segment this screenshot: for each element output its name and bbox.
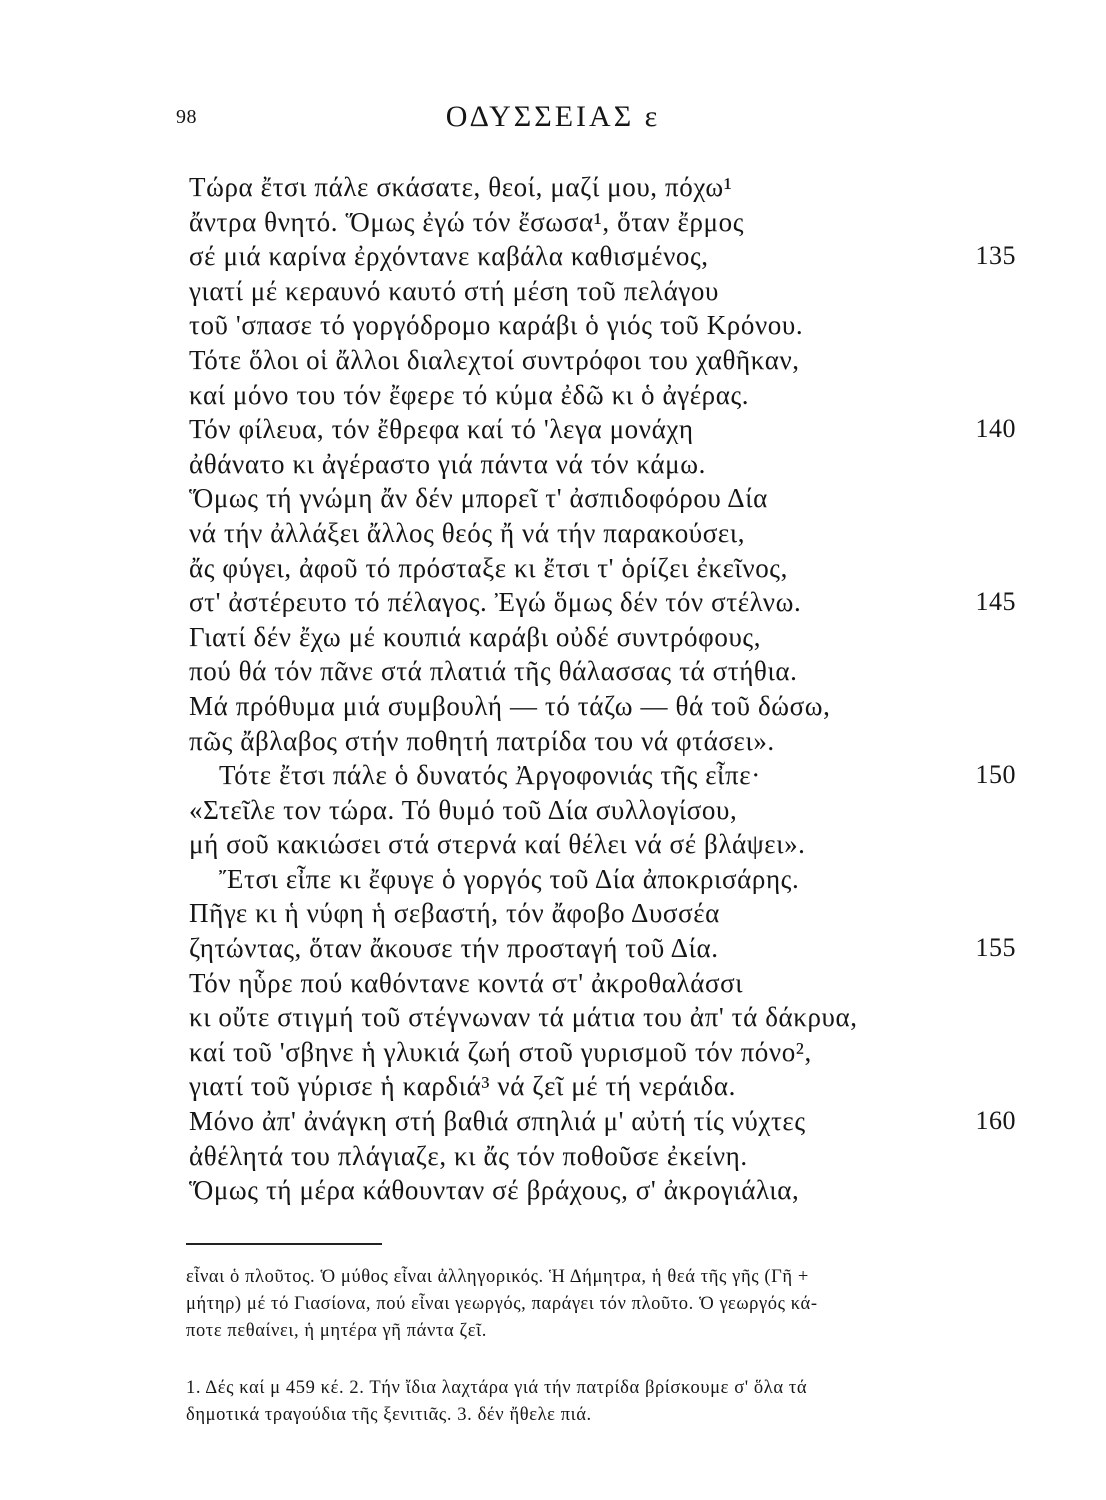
verse-line	[0, 1069, 1106, 1104]
verse-text: Ὅμως τή μέρα κάθουνταν σέ βράχους, σ' ἀκρογιάλια,	[189, 1175, 800, 1206]
verse-line	[0, 1035, 1106, 1070]
line-number: 135	[975, 241, 1016, 271]
verse-line	[0, 205, 1106, 240]
verse-text: Τόν ηὗρε πού καθόντανε κοντά στ' ἀκροθαλάσσι	[189, 967, 744, 998]
verse-line	[0, 170, 1106, 205]
poem-text	[0, 170, 1106, 1208]
verse-line	[0, 724, 1106, 759]
line-number: 140	[975, 414, 1016, 444]
verse-text: Τόν φίλευα, τόν ἔθρεφα καί τό 'λεγα μονάχη	[189, 414, 694, 445]
verse-text: ἀθάνατο κι ἀγέραστο γιά πάντα νά τόν κάμω.	[189, 448, 706, 479]
verse-text: Τότε ἔτσι πάλε ὁ δυνατός Ἀργοφονιάς τῆς εἶπε·	[219, 760, 761, 791]
verse-text: μή σοῦ κακιώσει στά στερνά καί θέλει νά σέ βλάψει».	[189, 829, 806, 860]
verse-text: τοῦ 'σπασε τό γοργόδρομο καράβι ὁ γιός τοῦ Κρόνου.	[189, 310, 804, 341]
verse-line	[0, 1000, 1106, 1035]
verse-text: πῶς ἄβλαβος στήν ποθητή πατρίδα του νά φτάσει».	[189, 725, 775, 756]
line-number: 160	[975, 1106, 1016, 1136]
verse-text: Γιατί δέν ἔχω μέ κουπιά καράβι οὐδέ συντρόφους,	[189, 621, 762, 652]
verse-text: ἀθέλητά του πλάγιαζε, κι ἄς τόν ποθοῦσε ἐκείνη.	[189, 1140, 748, 1171]
running-head: ΟΔΥΣΣΕΙΑΣ ε	[445, 100, 661, 133]
verse-text: νά τήν ἀλλάξει ἄλλος θεός ἤ νά τήν παρακούσει,	[189, 517, 746, 548]
verse-line	[0, 896, 1106, 931]
verse-line	[0, 1104, 1106, 1139]
verse-text: ἄς φύγει, ἀφοῦ τό πρόσταξε κι ἔτσι τ' ὁρίζει ἐκεῖνος,	[189, 552, 788, 583]
verse-line	[0, 378, 1106, 413]
verse-line	[0, 239, 1106, 274]
verse-line	[0, 827, 1106, 862]
verse-text: σέ μιά καρίνα ἐρχόντανε καβάλα καθισμένος,	[189, 241, 709, 272]
verse-line	[0, 966, 1106, 1001]
line-number: 155	[975, 933, 1016, 963]
verse-line	[0, 689, 1106, 724]
verse-line	[0, 620, 1106, 655]
footnote-line: 1. Δές καί μ 459 κέ. 2. Τήν ἴδια λαχτάρα γιά τήν πατρίδα βρίσκουμε σ' ὅλα τά	[186, 1378, 808, 1398]
verse-line	[0, 585, 1106, 620]
verse-text: Ἔτσι εἶπε κι ἔφυγε ὁ γοργός τοῦ Δία ἀποκρισάρης.	[219, 863, 800, 894]
footnotes-numbered	[186, 1375, 1020, 1429]
verse-text: καί τοῦ 'σβηνε ἡ γλυκιά ζωή στοῦ γυρισμοῦ τόν πόνο²,	[189, 1036, 812, 1067]
verse-line	[0, 447, 1106, 482]
verse-text: Τώρα ἔτσι πάλε σκάσατε, θεοί, μαζί μου, πόχω¹	[189, 172, 733, 202]
verse-line	[0, 516, 1106, 551]
verse-text: Πῆγε κι ἡ νύφη ἡ σεβαστή, τόν ἄφοβο Δυσσέα	[189, 898, 720, 929]
verse-line	[0, 862, 1106, 897]
verse-line	[0, 343, 1106, 378]
line-number: 145	[975, 587, 1016, 617]
verse-text: γιατί μέ κεραυνό καυτό στή μέση τοῦ πελάγου	[189, 275, 719, 306]
verse-text: ἄντρα θνητό. Ὅμως ἐγώ τόν ἔσωσα¹, ὅταν ἔρμος	[189, 206, 745, 237]
verse-text: γιατί τοῦ γύρισε ἡ καρδιά³ νά ζεῖ μέ τή νεράιδα.	[189, 1071, 736, 1102]
footnote-line: μήτηρ) μέ τό Γιασίονα, πού εἶναι γεωργός, παράγει τόν πλοῦτο. Ὁ γεωργός κά-	[186, 1294, 818, 1314]
verse-line	[0, 274, 1106, 309]
verse-line	[0, 654, 1106, 689]
verse-line	[0, 1173, 1106, 1208]
footnote-line: δημοτικά τραγούδια τῆς ξενιτιᾶς. 3. δέν ἤθελε πιά.	[186, 1405, 592, 1425]
verse-line	[0, 793, 1106, 828]
footnote-line: εἶναι ὁ πλοῦτος. Ὁ μύθος εἶναι ἀλληγορικός. Ἡ Δήμητρα, ἡ θεά τῆς γῆς (Γῆ +	[186, 1267, 809, 1287]
page-number: 98	[176, 106, 197, 128]
verse-line	[0, 758, 1106, 793]
verse-line	[0, 412, 1106, 447]
verse-text: Μά πρόθυμα μιά συμβουλή — τό τάζω — θά τοῦ δώσω,	[189, 690, 831, 721]
line-number: 150	[975, 760, 1016, 790]
verse-line	[0, 481, 1106, 516]
verse-line	[0, 551, 1106, 586]
verse-line	[0, 308, 1106, 343]
footnote-divider	[186, 1243, 382, 1245]
verse-text: κι οὔτε στιγμή τοῦ στέγνωναν τά μάτια του ἀπ' τά δάκρυα,	[189, 1002, 858, 1033]
footnote-continued	[186, 1264, 1020, 1345]
verse-line	[0, 1139, 1106, 1174]
verse-text: Μόνο ἀπ' ἀνάγκη στή βαθιά σπηλιά μ' αὐτή τίς νύχτες	[189, 1106, 806, 1137]
verse-text: στ' ἀστέρευτο τό πέλαγος. Ἐγώ ὅμως δέν τόν στέλνω.	[189, 587, 802, 618]
verse-text: πού θά τόν πᾶνε στά πλατιά τῆς θάλασσας τά στήθια.	[189, 656, 798, 687]
verse-text: «Στεῖλε τον τώρα. Τό θυμό τοῦ Δία συλλογίσου,	[189, 794, 738, 825]
verse-text: Τότε ὅλοι οἱ ἄλλοι διαλεχτοί συντρόφοι του χαθῆκαν,	[189, 344, 800, 375]
verse-line	[0, 931, 1106, 966]
verse-text: ζητώντας, ὅταν ἄκουσε τήν προσταγή τοῦ Δία.	[189, 933, 719, 964]
verse-text: Ὅμως τή γνώμη ἄν δέν μπορεῖ τ' ἀσπιδοφόρου Δία	[189, 483, 768, 514]
footnote-line: ποτε πεθαίνει, ἡ μητέρα γῆ πάντα ζεῖ.	[186, 1321, 487, 1341]
verse-text: καί μόνο του τόν ἔφερε τό κύμα ἐδῶ κι ὁ ἀγέρας.	[189, 379, 750, 410]
